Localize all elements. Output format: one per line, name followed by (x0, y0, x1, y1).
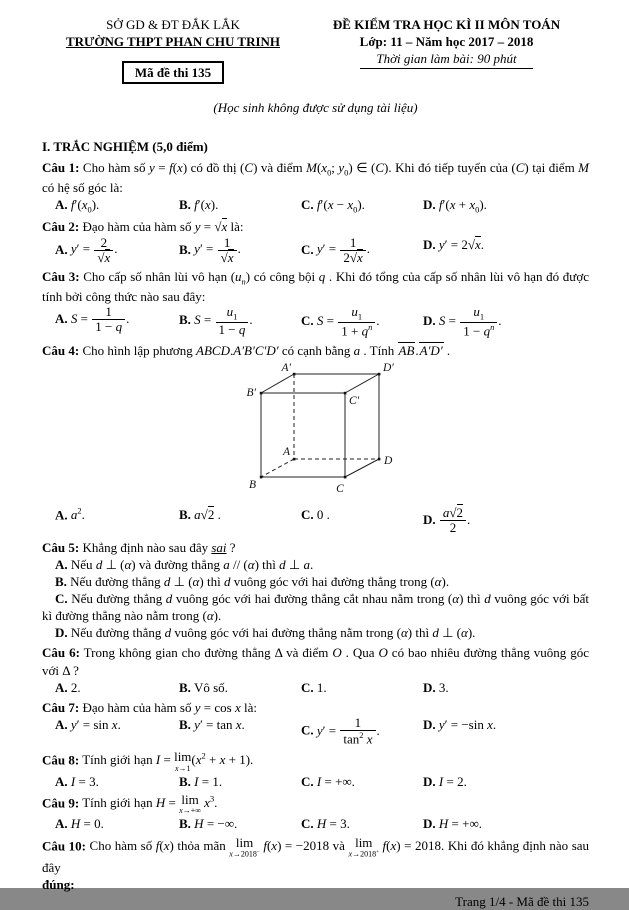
options-row (42, 716, 589, 747)
vertex-label-c-prime: C′ (349, 394, 360, 407)
option-text: H = +∞. (438, 816, 482, 832)
option-label: B. (179, 241, 191, 257)
option-label: B. (179, 679, 191, 695)
option-text: Nếu đường thẳng d ⊥ (α) thì d vuông góc với hai đường thẳng trong (α). (70, 573, 450, 589)
vertex-label-c: C (336, 482, 344, 495)
option-text: H = 3. (316, 816, 350, 832)
option-b (166, 506, 288, 536)
question-number: Câu 5: (42, 539, 80, 555)
option-c (288, 679, 410, 696)
option-text: I = 2. (438, 773, 467, 789)
question-2 (42, 218, 589, 265)
option-text: Nếu đường thẳng d vuông góc với hai đường thẳng nằm trong (α) thì d ⊥ (α). (70, 625, 476, 641)
option-d (410, 196, 589, 216)
option-b (166, 196, 288, 216)
option-label: B. (179, 312, 191, 328)
option-text: a√2 . (194, 506, 221, 522)
option-a (42, 679, 166, 696)
question-3 (42, 268, 589, 338)
option-a (42, 716, 166, 747)
option-d (410, 236, 589, 266)
option-label: B. (179, 816, 191, 832)
option-b (42, 573, 589, 590)
question-number: Câu 8: (42, 752, 80, 768)
option-text: y′ = sin x. (70, 717, 121, 733)
option-label: B. (179, 773, 191, 789)
option-label: B. (179, 717, 191, 733)
question-8 (42, 750, 589, 790)
question-6 (42, 644, 589, 695)
vertex-label-d: D (384, 454, 393, 467)
option-a (42, 773, 166, 790)
exam-code-label: Mã đề thi 135 (134, 65, 212, 81)
option-label: D. (423, 196, 436, 212)
page-footer: Trang 1/4 - Mã đề thi 135 (455, 894, 589, 910)
exam-duration: Thời gian làm bài: 90 phút (360, 50, 532, 69)
option-d (410, 679, 589, 696)
option-label: C. (301, 773, 314, 789)
option-b (166, 716, 288, 747)
option-label: D. (423, 236, 436, 252)
option-c (288, 773, 410, 790)
question-text: Đạo hàm của hàm số y = √x là: (82, 219, 244, 235)
question-1 (42, 159, 589, 216)
option-a (42, 196, 166, 216)
option-text: S = $\frac{1}{1 - q}$ . (70, 304, 130, 335)
option-c (288, 236, 410, 266)
option-label: D. (55, 625, 68, 641)
question-9 (42, 793, 589, 833)
option-label: B. (179, 196, 191, 212)
question-number: Câu 6: (42, 645, 80, 661)
option-label: A. (55, 679, 68, 695)
option-text: f′(x). (194, 196, 219, 212)
exam-code-box (122, 61, 224, 84)
options-row (42, 305, 589, 339)
options-list (42, 556, 589, 642)
exam-title: ĐỀ KIỂM TRA HỌC KÌ II MÔN TOÁN (332, 17, 561, 32)
question-4 (42, 342, 589, 536)
option-label: D. (423, 816, 436, 832)
option-label: A. (55, 816, 68, 832)
option-text: y′ = $\frac{2}{√x}$ . (70, 234, 118, 265)
question-text: Cho hàm số f(x) thỏa mãn lim x→2018− f(x) = −2018 và lim x→2018+ f(x) = 2018. Khi đó khẳng định nào sau đây (42, 834, 590, 875)
student-note: (Học sinh không được sử dụng tài liệu) (213, 100, 418, 116)
option-text: H = −∞. (194, 816, 238, 832)
option-text: I = +∞. (316, 773, 355, 789)
school-name: TRƯỜNG THPT PHAN CHU TRINH (65, 34, 281, 50)
option-text: S = $\frac{u_1}{1 - q^n}$ . (438, 304, 502, 339)
option-text: y′ = $\frac{1}{√x}$ . (194, 234, 241, 265)
option-b (166, 305, 288, 339)
option-text: Nếu đường thẳng d vuông góc với hai đường thẳng cắt nhau nằm trong (α) thì d vuông góc với bất kì đường thẳng nào nằm trong (α). (42, 590, 590, 624)
option-text: $f'(x + x_0)$. (438, 196, 487, 215)
option-d (410, 773, 589, 790)
option-b (166, 679, 288, 696)
option-text: 0 . (316, 506, 330, 522)
option-text: I = 1. (194, 773, 223, 789)
option-label: C. (301, 506, 314, 522)
option-label: C. (301, 816, 314, 832)
option-c (288, 815, 410, 832)
question-text: Cho cấp số nhân lùi vô hạn $(u_n)$ có công bội q . Khi đó tổng của cấp số nhân lùi vô hạn đó được tính bởi công thức nào sau đây: (42, 269, 590, 304)
vertex-label-d-prime: D′ (383, 361, 394, 374)
question-number: Câu 2: (42, 219, 80, 235)
question-number: Câu 9: (42, 795, 80, 811)
question-text: Đạo hàm của hàm số y = cos x là: (82, 699, 257, 715)
question-number: Câu 3: (42, 269, 80, 285)
question-number: Câu 10: (42, 838, 86, 854)
option-label: C. (301, 196, 314, 212)
option-d (42, 624, 589, 641)
option-text: y′ = tan x. (194, 717, 245, 733)
header-right-block (304, 16, 589, 69)
question-number: Câu 7: (42, 699, 80, 715)
question-7 (42, 699, 589, 747)
option-label: A. (55, 717, 68, 733)
question-number: Câu 4: (42, 342, 80, 358)
vertex-label-b: B (248, 478, 256, 491)
option-text: 3. (438, 679, 449, 695)
question-5 (42, 539, 589, 642)
cube-figure (228, 361, 428, 499)
department-name: SỞ GD & ĐT ĐẮK LẮK (106, 17, 240, 32)
option-text: S = $\frac{u_1}{1 + q^n}$ . (316, 304, 380, 339)
question-number: Câu 1: (42, 159, 80, 175)
option-a (42, 506, 166, 536)
cube-figure-container (228, 361, 589, 503)
exam-header (42, 16, 589, 84)
header-left-block (42, 16, 304, 84)
question-text: Cho hình lập phương ABCD.A′B′C′D′ có cạnh bằng a . Tính AB.A′D′ . (82, 342, 451, 358)
option-text: $f'(x - x_0)$. (316, 196, 365, 215)
option-c (288, 305, 410, 339)
option-label: B. (55, 573, 67, 589)
option-label: A. (55, 556, 68, 572)
option-label: D. (423, 717, 436, 733)
vertex-label-a-prime: A′ (281, 361, 291, 374)
option-label: C. (301, 312, 314, 328)
option-d (410, 305, 589, 339)
option-c (288, 716, 410, 747)
option-b (166, 815, 288, 832)
options-row (42, 815, 589, 832)
option-d (410, 815, 589, 832)
options-row (42, 773, 589, 790)
option-text: H = 0. (70, 816, 104, 832)
option-d (410, 716, 589, 747)
question-text: Cho hàm số y = f(x) có đồ thị (C) và điểm $M(x_0$; $y_0$) ∈ (C). Khi đó tiếp tuyến của (C) tại điểm M có hệ số góc là: (42, 159, 590, 195)
option-label: D. (423, 773, 436, 789)
question-tail: đúng: (42, 877, 75, 893)
options-row (42, 236, 589, 266)
option-text: $\frac{a√2}{2}$ . (439, 512, 470, 527)
options-row (42, 506, 589, 536)
option-text: $a^2$. (70, 505, 85, 523)
options-row (42, 196, 589, 216)
option-text: Nếu d ⊥ (α) và đường thẳng a // (α) thì d ⊥ a. (70, 556, 314, 572)
option-label: A. (55, 241, 68, 257)
option-label: C. (301, 722, 314, 738)
option-c (288, 506, 410, 536)
question-text: Tính giới hạn H = lim x→+∞ $x^3$. (82, 791, 218, 816)
question-text: Khẳng định nào sau đây sai ? (82, 539, 236, 555)
option-label: D. (423, 312, 436, 328)
option-label: A. (55, 773, 68, 789)
option-text: 2. (70, 679, 81, 695)
option-text: y′ = 2√x. (438, 236, 485, 252)
option-text: 1. (316, 679, 327, 695)
option-c (42, 590, 589, 624)
option-a (42, 556, 589, 573)
question-text: Tính giới hạn I = lim x→1 $(x^2 + x + 1)$. (82, 749, 254, 773)
option-text: y′ = −sin x. (438, 717, 497, 733)
option-a (42, 815, 166, 832)
option-text: y′ = $\frac{1}{\tan^2 x}$ . (316, 715, 380, 747)
option-label: A. (55, 310, 68, 326)
section-title: I. TRẮC NGHIỆM (5,0 điểm) (42, 138, 208, 154)
option-c (288, 196, 410, 216)
option-label: C. (55, 590, 68, 606)
option-label: D. (423, 679, 436, 695)
question-text: Trong không gian cho đường thẳng Δ và điểm O . Qua O có bao nhiêu đường thẳng vuông góc với Δ ? (42, 645, 589, 678)
option-label: D. (423, 511, 436, 527)
option-a (42, 236, 166, 266)
option-d (410, 506, 589, 536)
option-b (166, 773, 288, 790)
option-b (166, 236, 288, 266)
option-label: C. (301, 679, 314, 695)
option-label: C. (301, 241, 314, 257)
vertex-label-a: A (282, 445, 290, 458)
option-label: B. (179, 506, 191, 522)
vertex-label-b-prime: B′ (246, 386, 256, 399)
option-text: S = $\frac{u_1}{1 - q}$ . (194, 304, 253, 337)
exam-class-year: Lớp: 11 – Năm học 2017 – 2018 (359, 34, 534, 50)
option-a (42, 305, 166, 339)
option-label: A. (55, 507, 68, 523)
option-text: I = 3. (70, 773, 99, 789)
option-label: A. (55, 196, 68, 212)
options-row (42, 679, 589, 696)
question-10 (42, 836, 589, 894)
option-text: Vô số. (193, 679, 228, 695)
option-text: y′ = $\frac{1}{2√x}$ . (316, 234, 371, 265)
option-text: $f'(x_0)$. (70, 196, 100, 215)
